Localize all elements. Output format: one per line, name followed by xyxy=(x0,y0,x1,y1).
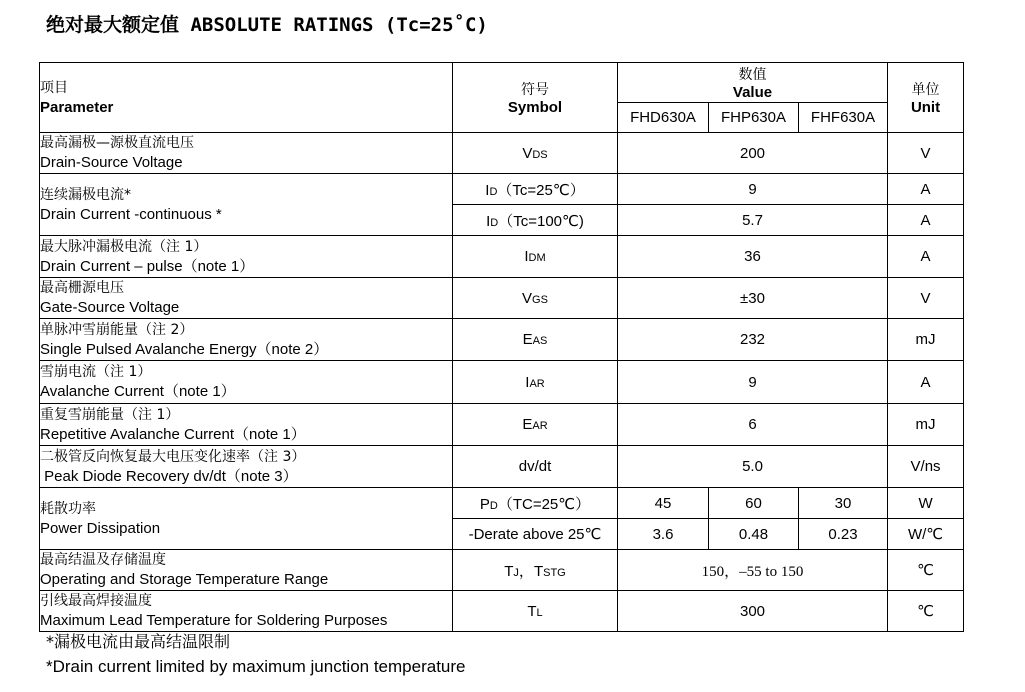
param-cn: 单脉冲雪崩能量（注 2） xyxy=(40,321,194,338)
unit-cell: mJ xyxy=(888,319,964,361)
table-row xyxy=(40,404,964,446)
header-parameter-en: Parameter xyxy=(40,98,114,116)
value-cell: 9 xyxy=(618,174,888,205)
value-cell: 9 xyxy=(618,361,888,404)
param-cn: 最高栅源电压 xyxy=(40,280,124,296)
value-cell: 5.0 xyxy=(618,446,888,488)
footnote-cn: *漏极电流由最高结温限制 xyxy=(46,632,231,651)
value-cell: 232 xyxy=(618,319,888,361)
table-row xyxy=(40,488,964,519)
symbol-cell: PD（TC=25℃） xyxy=(453,488,618,519)
value-cell: 300 xyxy=(618,591,888,632)
param-en: Drain Current -continuous * xyxy=(40,205,222,223)
value-cell-fhp: 0.48 xyxy=(709,519,799,550)
unit-cell: W/℃ xyxy=(888,519,964,550)
param-en: Single Pulsed Avalanche Energy（note 2） xyxy=(40,340,329,358)
value-cell: 36 xyxy=(618,236,888,278)
param-cn: 耗散功率 xyxy=(40,500,96,517)
header-parameter xyxy=(40,63,453,133)
section-title: 绝对最大额定值 ABSOLUTE RATINGS (Tc=25˚C) xyxy=(46,14,488,36)
value-cell: 200 xyxy=(618,133,888,174)
table-row xyxy=(40,550,964,591)
table-row xyxy=(40,278,964,319)
header-value-en: Value xyxy=(732,84,773,101)
value-cell-fhf: 30 xyxy=(799,488,888,519)
param-cn: 重复雪崩能量（注 1） xyxy=(40,406,180,423)
param-en: Drain-Source Voltage xyxy=(40,154,183,171)
unit-cell: ℃ xyxy=(888,550,964,591)
value-cell-fhf: 0.23 xyxy=(799,519,888,550)
param-cn: 二极管反向恢复最大电压变化速率（注 3） xyxy=(40,448,306,465)
unit-cell: A xyxy=(888,236,964,278)
value-cell: 6 xyxy=(618,404,888,446)
table-row xyxy=(40,133,964,174)
header-symbol xyxy=(453,63,618,133)
symbol-cell: ID（Tc=100℃) xyxy=(453,205,618,236)
header-unit-en: Unit xyxy=(910,99,941,116)
value-cell-fhd: 3.6 xyxy=(618,519,709,550)
value-cell: ±30 xyxy=(618,278,888,319)
unit-cell: A xyxy=(888,205,964,236)
symbol-cell: -Derate above 25℃ xyxy=(453,519,618,550)
param-cn: 连续漏极电流* xyxy=(40,186,131,203)
param-en: Maximum Lead Temperature for Soldering Purposes xyxy=(40,612,388,629)
unit-cell: A xyxy=(888,174,964,205)
value-cell-fhp: 60 xyxy=(709,488,799,519)
unit-cell: V xyxy=(888,278,964,319)
param-en: Gate-Source Voltage xyxy=(40,299,180,316)
symbol-cell: IAR xyxy=(453,361,618,404)
param-cn: 最高结温及存储温度 xyxy=(40,552,166,568)
param-en: Peak Diode Recovery dv/dt（note 3） xyxy=(40,467,298,485)
table-row xyxy=(40,174,964,205)
table-row xyxy=(40,591,964,632)
header-symbol-en: Symbol xyxy=(507,99,563,116)
symbol-cell: IDM xyxy=(453,236,618,278)
header-unit xyxy=(888,63,964,133)
table-header-row xyxy=(40,63,964,103)
header-unit-cn: 单位 xyxy=(911,82,940,98)
param-cn: 最高漏极—源极直流电压 xyxy=(40,135,194,151)
table-row xyxy=(40,361,964,404)
symbol-cell: TJ，TSTG xyxy=(453,550,618,591)
header-value xyxy=(618,63,888,103)
param-en: Repetitive Avalanche Current（note 1） xyxy=(40,425,306,443)
table-row xyxy=(40,319,964,361)
symbol-cell: VDS xyxy=(453,133,618,174)
header-parameter-cn: 项目 xyxy=(40,79,68,96)
symbol-cell: EAR xyxy=(453,404,618,446)
symbol-cell: ID（Tc=25℃） xyxy=(453,174,618,205)
unit-cell: V xyxy=(888,133,964,174)
param-cn: 雪崩电流（注 1） xyxy=(40,364,152,380)
unit-cell: V/ns xyxy=(888,446,964,488)
unit-cell: W xyxy=(888,488,964,519)
device-fhf630a: FHF630A xyxy=(799,103,888,133)
unit-cell: A xyxy=(888,361,964,404)
header-value-cn: 数值 xyxy=(738,67,767,83)
absolute-ratings-table xyxy=(39,62,964,632)
footnote-en: *Drain current limited by maximum junction temperature xyxy=(46,657,466,676)
symbol-cell: EAS xyxy=(453,319,618,361)
symbol-cell: TL xyxy=(453,591,618,632)
value-cell: 150，–55 to 150 xyxy=(618,550,888,591)
param-cn: 最大脉冲漏极电流（注 1） xyxy=(40,238,208,255)
param-en: Power Dissipation xyxy=(40,519,161,537)
param-cn: 引线最高焊接温度 xyxy=(40,593,152,609)
param-en: Avalanche Current（note 1） xyxy=(40,383,236,400)
unit-cell: mJ xyxy=(888,404,964,446)
table-row xyxy=(40,446,964,488)
table-row xyxy=(40,236,964,278)
device-fhd630a: FHD630A xyxy=(618,103,709,133)
param-en: Operating and Storage Temperature Range xyxy=(40,571,329,588)
device-fhp630a: FHP630A xyxy=(709,103,799,133)
header-symbol-cn: 符号 xyxy=(521,82,549,98)
value-cell-fhd: 45 xyxy=(618,488,709,519)
symbol-cell: VGS xyxy=(453,278,618,319)
unit-cell: ℃ xyxy=(888,591,964,632)
symbol-cell: dv/dt xyxy=(453,446,618,488)
param-en: Drain Current – pulse（note 1） xyxy=(40,257,255,275)
value-cell: 5.7 xyxy=(618,205,888,236)
